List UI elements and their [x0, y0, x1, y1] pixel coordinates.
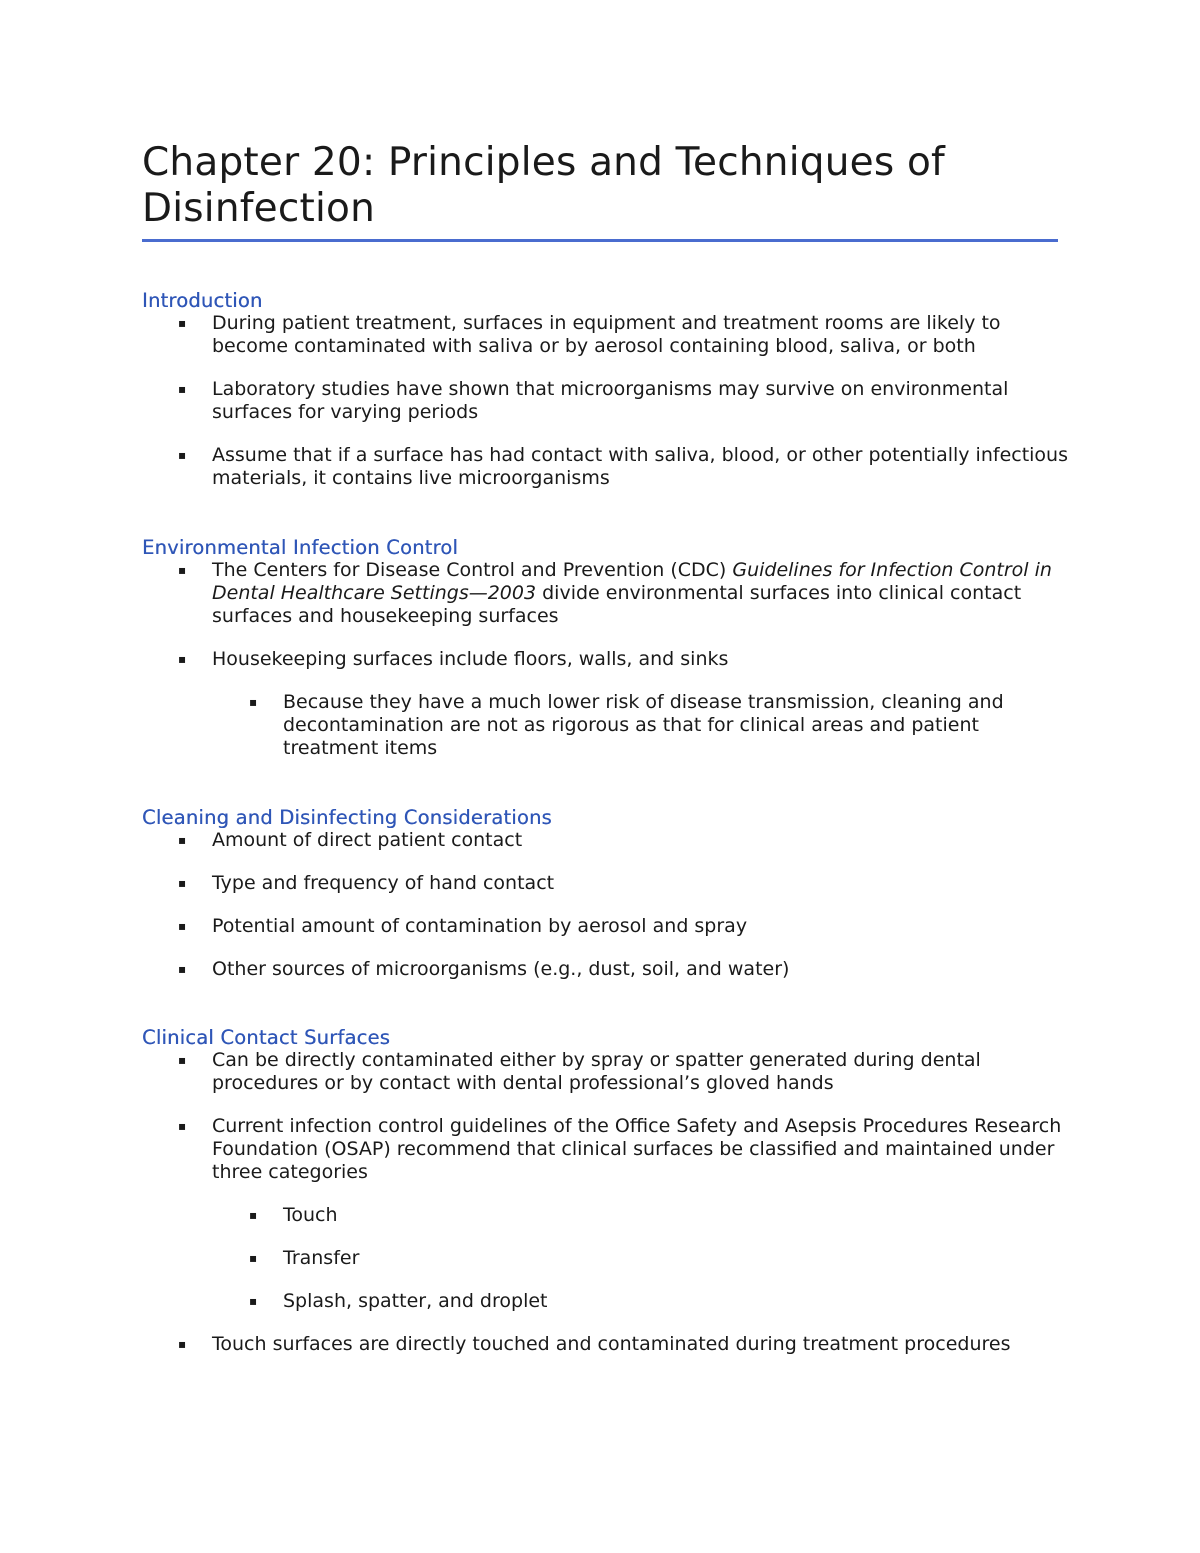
list-item-text: [212, 559, 1052, 627]
list-item-text: Laboratory studies have shown that microorganisms may survive on environmental surfaces for varying periods: [212, 378, 1009, 423]
bullet-icon: ▪: [178, 563, 187, 577]
bullet-icon: ▪: [249, 1294, 258, 1308]
title-underline: [142, 239, 1058, 242]
list-item-text: Housekeeping surfaces include floors, walls, and sinks: [212, 648, 729, 670]
section-heading: Clinical Contact Surfaces: [142, 1026, 391, 1049]
bullet-list: [142, 312, 1072, 490]
list-item: [142, 378, 1072, 424]
list-item-text: Can be directly contaminated either by spray or spatter generated during dental procedures or by contact with dental professional’s gloved hands: [212, 1049, 981, 1094]
list-item-text: Transfer: [283, 1247, 360, 1269]
list-item: [142, 915, 1072, 938]
list-item-text-part: divide environmental surfaces into clinical contact surfaces and housekeeping surfaces: [212, 582, 1022, 627]
bullet-icon: ▪: [178, 833, 187, 847]
list-item-text: Splash, spatter, and droplet: [283, 1290, 548, 1312]
list-item-text: During patient treatment, surfaces in equipment and treatment rooms are likely to become contaminated with saliva or by aerosol containing blood, saliva, or both: [212, 312, 1001, 357]
bullet-icon: ▪: [249, 695, 258, 709]
bullet-icon: ▪: [178, 1119, 187, 1133]
bullet-list: [142, 1049, 1072, 1356]
list-item: [142, 444, 1072, 490]
list-item: [142, 1333, 1072, 1356]
sub-list-item: [142, 691, 1072, 760]
list-item: [142, 648, 1072, 671]
list-item-text: Touch surfaces are directly touched and contaminated during treatment procedures: [212, 1333, 1011, 1355]
section-heading: Introduction: [142, 289, 263, 312]
sub-list-item: [142, 1247, 1072, 1270]
list-item-text: Current infection control guidelines of the Office Safety and Asepsis Procedures Research Foundation (OSAP) recommend that clinical surfaces be classified and maintained under three categories: [212, 1115, 1062, 1183]
bullet-icon: ▪: [178, 382, 187, 396]
bullet-list: [142, 559, 1072, 760]
bullet-icon: ▪: [178, 1053, 187, 1067]
bullet-icon: ▪: [178, 652, 187, 666]
section-environmental-infection-control: [142, 536, 1072, 760]
list-item-text: Other sources of microorganisms (e.g., dust, soil, and water): [212, 958, 790, 980]
bullet-icon: ▪: [178, 919, 187, 933]
bullet-icon: ▪: [178, 316, 187, 330]
bullet-icon: ▪: [178, 962, 187, 976]
list-item: [142, 958, 1072, 981]
bullet-icon: ▪: [178, 876, 187, 890]
guideline-title: Guidelines for Infection Control in Dental Healthcare Settings—2003: [212, 559, 1052, 604]
list-item-text: Potential amount of contamination by aerosol and spray: [212, 915, 748, 937]
list-item: [142, 872, 1072, 895]
section-heading: Cleaning and Disinfecting Considerations: [142, 806, 552, 829]
sub-list-item: [142, 1290, 1072, 1313]
list-item-text: Touch: [283, 1204, 338, 1226]
list-item: [142, 559, 1072, 628]
list-item: [142, 829, 1072, 852]
list-item-text: Amount of direct patient contact: [212, 829, 523, 851]
list-item: [142, 1049, 1072, 1095]
section-introduction: [142, 289, 1072, 490]
bullet-icon: ▪: [249, 1208, 258, 1222]
section-cleaning-considerations: [142, 806, 1072, 981]
bullet-icon: ▪: [178, 1337, 187, 1351]
sub-list-item: [142, 1204, 1072, 1227]
section-clinical-contact-surfaces: [142, 1026, 1072, 1356]
bullet-icon: ▪: [178, 448, 187, 462]
list-item-text: Because they have a much lower risk of disease transmission, cleaning and decontamination are not as rigorous as that for clinical areas and patient treatment items: [283, 691, 1004, 759]
list-item: [142, 1115, 1072, 1184]
list-item-text: Assume that if a surface has had contact with saliva, blood, or other potentially infectious materials, it contains live microorganisms: [212, 444, 1068, 489]
section-heading: Environmental Infection Control: [142, 536, 459, 559]
title-block: [142, 140, 1058, 232]
list-item-text: Type and frequency of hand contact: [212, 872, 555, 894]
bullet-icon: ▪: [249, 1251, 258, 1265]
list-item-text-part: The Centers for Disease Control and Prevention (CDC): [212, 559, 733, 581]
page-title: Chapter 20: Principles and Techniques of Disinfection: [142, 140, 945, 231]
bullet-list: [142, 829, 1072, 981]
list-item: [142, 312, 1072, 358]
